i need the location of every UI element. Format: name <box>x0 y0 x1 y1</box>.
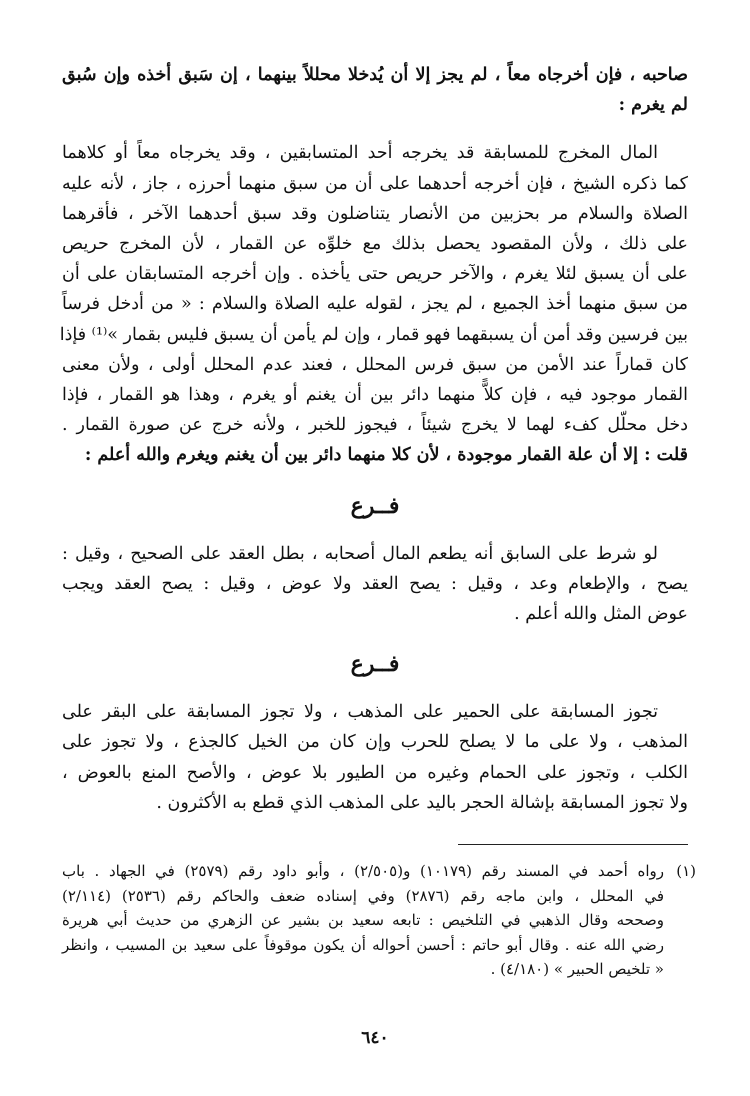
paragraph-3 <box>62 697 688 818</box>
intro-line-1: صاحبه ، فإن أخرجاه معاً ، لم يجز إلا أن يُدخلا محللاً بينهما ، إن سَبق أخذه وإن سُبق <box>62 65 688 85</box>
paragraph-1-line: بين فرسين وقد أمن أن يسبقهما فهو قمار ، وإن لم يأمن أن يسبق فليس بقمار »⁽¹⁾ فإذا <box>59 324 688 345</box>
footnote-line: رضي الله عنه . وقال أبو حاتم : أحسن أحواله أن يكون موقوفاً على سعيد بن المسيب ، وانظر <box>62 935 664 954</box>
paragraph-3-line: الكلب ، وتجوز على الحمام وغيره من الطيور بلا عوض ، والأصح المنع بالعوض ، <box>62 762 688 783</box>
footnote-line: في المحلل ، وابن ماجه رقم (٢٨٧٦) وفي إسناده ضعف والحاكم رقم (٢٥٣٦) (٢/١١٤) <box>62 886 664 905</box>
page-content <box>59 60 696 982</box>
page-number: ٦٤٠ <box>361 1028 389 1048</box>
footnote-line: « تلخيص الحبير » (٤/١٨٠) . <box>490 960 664 979</box>
paragraph-2 <box>62 539 688 630</box>
paragraph-1-line: كان قماراً عند الأمن من سبق فرس المحلل ، فعند عدم المحلل أولى ، ولأن معنى <box>62 354 688 375</box>
footnote-number: (١) <box>676 862 696 881</box>
paragraph-1-line: من سبق منهما أخذ الجميع ، لم يجز ، لقوله عليه الصلاة والسلام : « من أدخل فرساً <box>62 294 688 315</box>
paragraph-1-line: دخل محلّل كفء لهما لا يخرج شيئاً ، فيجوز للخبر ، ولأنه خرج عن صورة القمار . <box>62 415 688 436</box>
paragraph-1-line: على أن يسبق لئلا يغرم ، والآخر حريص حتى يأخذه . وإن أخرجه المتسابقان على أن <box>62 264 688 285</box>
footnote-line: وصححه وقال الذهبي في التلخيص : تابعه سعيد بن بشير عن الزهري من حديث أبي هريرة <box>62 911 664 930</box>
paragraph-2-line: يصح ، والإطعام وعد ، وقيل : يصح العقد ولا عوض ، وقيل : يصح العقد ويجب <box>62 573 688 594</box>
footnote-separator <box>458 844 688 845</box>
footnote-body <box>62 859 688 982</box>
section-heading-2: فــرع <box>350 651 400 678</box>
paragraph-2-line: لو شرط على السابق أنه يطعم المال أصحابه ، بطل العقد على الصحيح ، وقيل : <box>62 543 658 564</box>
intro-line-2: لم يغرم : <box>618 95 688 116</box>
paragraph-2-line: عوض المثل والله أعلم . <box>514 604 688 625</box>
paragraph-1 <box>59 138 688 470</box>
paragraph-1-line: المال المخرج للمسابقة قد يخرجه أحد المتسابقين ، وقد يخرجاه معاً أو كلاهما <box>62 143 658 164</box>
footnote-line: رواه أحمد في المسند رقم (١٠١٧٩) و(٢/٥٠٥) ، وأبو داود رقم (٢٥٧٩) في الجهاد . باب <box>62 862 665 881</box>
footnote <box>62 859 696 982</box>
paragraph-1-line: الصلاة والسلام مر بحزبين من الأنصار يتناضلون وقد سبق أحدهما الآخر ، فأقرهما <box>62 203 688 224</box>
paragraph-1-line: القمار موجود فيه ، فإن كلاًّ منهما دائر بين أن يغنم أو يغرم ، وهذا هو القمار ، فإذا <box>62 385 688 406</box>
paragraph-1-line: قلت : إلا أن علة القمار موجودة ، لأن كلا منهما دائر بين أن يغنم ويغرم والله أعلم : <box>84 445 688 466</box>
section-heading-1: فــرع <box>350 492 400 519</box>
intro-paragraph <box>62 60 688 120</box>
paragraph-3-line: تجوز المسابقة على الحمير على المذهب ، ولا تجوز المسابقة على البقر على <box>62 702 658 723</box>
paragraph-1-line: كما ذكره الشيخ ، فإن أخرجه أحدهما على أن من سبق منهما أحرزه ، جاز ، لأنه عليه <box>62 173 688 194</box>
paragraph-1-line: على ذلك ، ولأن المقصود يحصل بذلك مع خلوِّه عن القمار ، لأن المخرج حريص <box>62 234 688 255</box>
paragraph-3-line: المذهب ، ولا على ما لا يصلح للحرب وإن كان من الخيل كالجذع ، ولا تجوز على <box>62 732 688 753</box>
paragraph-3-line: ولا تجوز المسابقة بإشالة الحجر باليد على المذهب الذي قطع به الأكثرون . <box>156 792 688 813</box>
